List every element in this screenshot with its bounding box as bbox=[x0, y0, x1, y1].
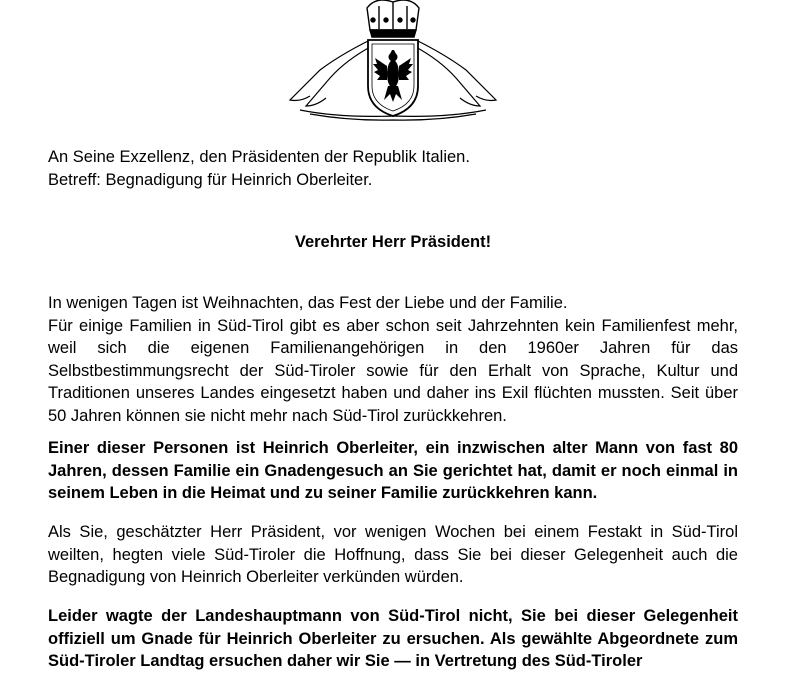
salutation: Verehrter Herr Präsident! bbox=[294, 233, 492, 251]
paragraph-families: Für einige Familien in Süd-Tirol gibt es aber schon seit Jahrzehnten kein Familienfest mehr, weil sich die eigenen Familienangehörigen in den 1960er Jahren für das Selbstbestimmungsrecht der Süd-Tiroler sowie für den Erhalt von Sprache, Kultur und Traditionen unseres Landes eingesetzt haben und daher ins Exil flüchten mussten. Seit über 50 Jahren können sie nicht mehr nach Süd-Tirol zurückkehren. bbox=[48, 316, 738, 425]
recipient-address bbox=[48, 146, 738, 191]
subject-line: Betreff: Begnadigung für Heinrich Oberleiter. bbox=[48, 170, 373, 189]
paragraph-request: Leider wagte der Landeshauptmann von Süd-Tirol nicht, Sie bei dieser Gelegenheit offiziell um Gnade für Heinrich Oberleiter zu ersuchen. Als gewählte Abgeordnete zum Süd-Tiroler Landtag ersuchen daher wir Sie — in Vertretung des Süd-Tiroler bbox=[48, 607, 738, 670]
coat-of-arms-icon bbox=[280, 0, 506, 122]
paragraph-visit: Als Sie, geschätzter Herr Präsident, vor wenigen Wochen bei einem Festakt in Süd-Tirol weilten, hegten viele Süd-Tiroler die Hoffnung, dass Sie bei dieser Gelegenheit auch die Begnadigung von Heinrich Oberleiter verkünden würden. bbox=[48, 523, 738, 586]
address-line: An Seine Exzellenz, den Präsidenten der Republik Italien. bbox=[48, 148, 470, 166]
paragraph-oberleiter: Einer dieser Personen ist Heinrich Oberleiter, ein inzwischen alter Mann von fast 80 Jahren, dessen Familie ein Gnadengesuch an Sie gerichtet hat, damit er noch einmal in seinem Leben in die Heimat und zu seiner Familie zurückkehren kann. bbox=[48, 439, 738, 502]
paragraph-intro: In wenigen Tagen ist Weihnachten, das Fest der Liebe und der Familie. bbox=[48, 294, 568, 312]
